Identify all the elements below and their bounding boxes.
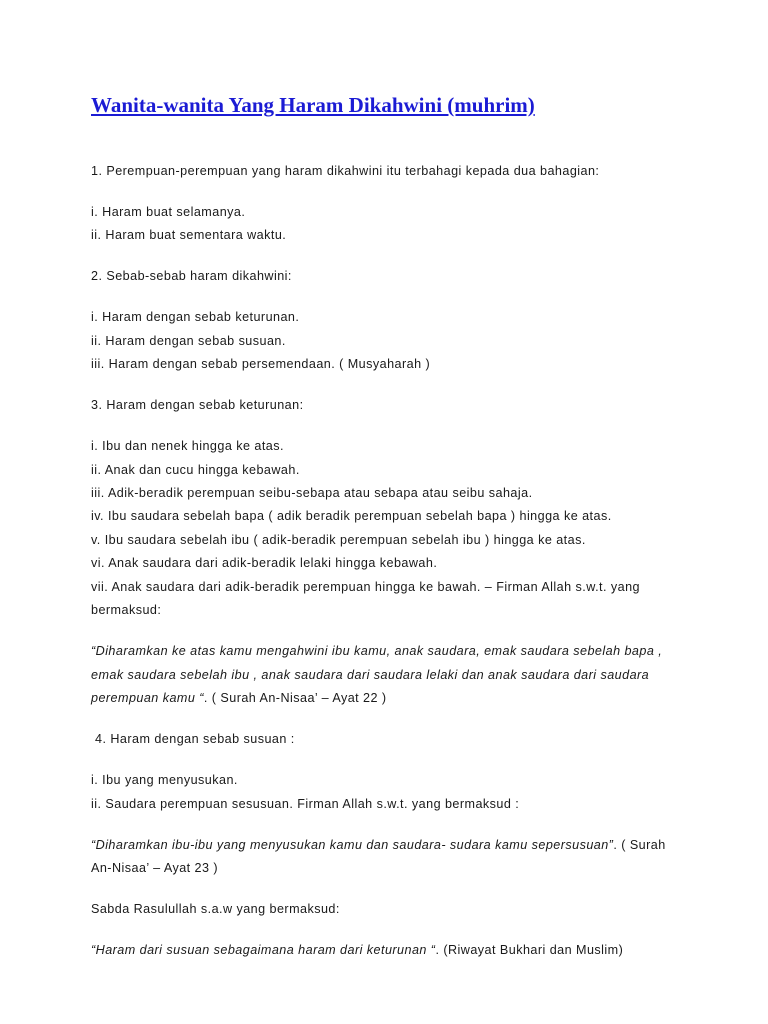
quote-text: “Diharamkan ibu-ibu yang menyusukan kamu dan saudara- sudara kamu sepersusuan”: [91, 837, 614, 852]
quote-source: . (Riwayat Bukhari dan Muslim): [435, 943, 624, 958]
section-1-heading: 1. Perempuan-perempuan yang haram dikahwini itu terbahagi kepada dua bahagian:: [91, 164, 600, 178]
list-item: ii. Anak dan cucu hingga kebawah.: [91, 462, 300, 477]
list-item: ii. Haram dengan sebab susuan.: [91, 333, 286, 348]
list-item: iii. Adik-beradik perempuan seibu-sebapa atau sebapa atau seibu sahaja.: [91, 486, 533, 501]
list-item: vi. Anak saudara dari adik-beradik lelaki hingga kebawah.: [91, 556, 438, 571]
sabda-intro: Sabda Rasulullah s.a.w yang bermaksud:: [91, 902, 340, 917]
list-item: i. Haram buat selamanya.: [91, 205, 246, 219]
list-item: vii. Anak saudara dari adik-beradik perempuan hingga ke bawah. – Firman Allah s.w.t. yang bermaksud:: [91, 579, 640, 618]
section-2-heading: 2. Sebab-sebab haram dikahwini:: [91, 269, 292, 284]
list-item: iv. Ibu saudara sebelah bapa ( adik beradik perempuan sebelah bapa ) hingga ke atas.: [91, 509, 612, 524]
list-item: i. Haram dengan sebab keturunan.: [91, 310, 300, 325]
quote-text: “Diharamkan ke atas kamu mengahwini ibu kamu, anak saudara, emak saudara sebelah bapa , emak saudara sebelah ibu , anak saudara dari saudara lelaki dan anak saudara dari saudara perempuan kamu “: [91, 644, 663, 706]
section-4-heading: 4. Haram dengan sebab susuan :: [95, 732, 295, 747]
quran-quote-2: [91, 834, 681, 881]
quran-quote-1: [91, 640, 681, 711]
document-title: Wanita-wanita Yang Haram Dikahwini (muhrim): [91, 93, 535, 117]
hadith-quote: [91, 939, 681, 963]
document-page: [91, 90, 681, 963]
list-item: iii. Haram dengan sebab persemendaan. ( Musyaharah ): [91, 357, 431, 372]
list-item: i. Ibu dan nenek hingga ke atas.: [91, 439, 284, 454]
list-item: i. Ibu yang menyusukan.: [91, 773, 238, 788]
quote-source: . ( Surah An-Nisaa’ – Ayat 23 ): [91, 837, 666, 876]
quote-text: “Haram dari susuan sebagaimana haram dari keturunan “: [91, 943, 436, 958]
list-item: v. Ibu saudara sebelah ibu ( adik-beradik perempuan sebelah ibu ) hingga ke atas.: [91, 532, 586, 547]
list-item: ii. Saudara perempuan sesusuan. Firman Allah s.w.t. yang bermaksud :: [91, 796, 520, 811]
list-item: ii. Haram buat sementara waktu.: [91, 228, 287, 243]
quote-source: . ( Surah An-Nisaa’ – Ayat 22 ): [203, 691, 387, 706]
section-3-heading: 3. Haram dengan sebab keturunan:: [91, 398, 304, 413]
